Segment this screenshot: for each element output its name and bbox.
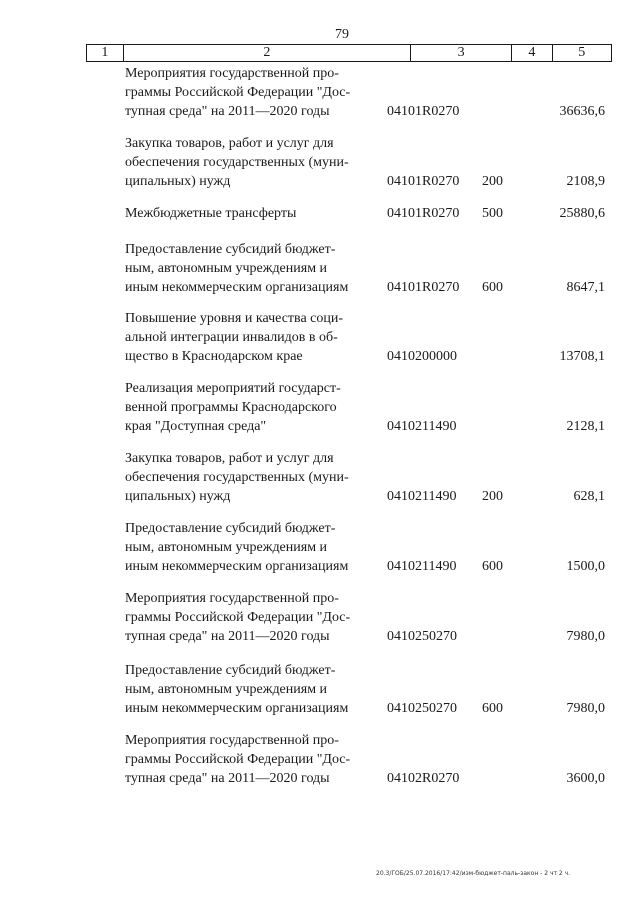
row-name xyxy=(125,64,369,121)
row-expense-type: 600 xyxy=(482,701,503,716)
row-name xyxy=(125,134,369,191)
row-amount: 13708,1 xyxy=(559,349,605,364)
row-name-line: иным некоммерческим организациям xyxy=(125,701,349,716)
row-amount: 628,1 xyxy=(573,489,605,504)
row-name-line: Мероприятия государственной про- xyxy=(125,66,339,81)
row-name-line: края "Доступная среда" xyxy=(125,419,267,434)
row-target-code: 0410211490 xyxy=(387,489,457,504)
row-amount: 8647,1 xyxy=(566,280,605,295)
row-expense-type: 500 xyxy=(482,206,503,221)
row-name xyxy=(125,204,369,223)
row-name-line: Межбюджетные трансферты xyxy=(125,206,297,221)
row-name-line: граммы Российской Федерации "Дос- xyxy=(125,752,351,767)
row-name-line: щество в Краснодарском крае xyxy=(125,349,303,364)
row-name-line: альной интеграции инвалидов в об- xyxy=(125,330,338,345)
row-target-code: 0410250270 xyxy=(387,701,457,716)
row-amount: 1500,0 xyxy=(566,559,605,574)
row-target-code: 0410200000 xyxy=(387,349,457,364)
row-target-code: 04102R0270 xyxy=(387,771,460,786)
page-number: 79 xyxy=(335,27,349,42)
row-name-line: тупная среда" на 2011—2020 годы xyxy=(125,771,330,786)
row-name-line: Закупка товаров, работ и услуг для xyxy=(125,451,334,466)
column-header-row xyxy=(87,45,612,62)
row-expense-type: 600 xyxy=(482,559,503,574)
row-target-code: 04101R0270 xyxy=(387,280,460,295)
row-name-line: иным некоммерческим организациям xyxy=(125,559,349,574)
row-name-line: обеспечения государственных (муни- xyxy=(125,470,349,485)
row-name-line: тупная среда" на 2011—2020 годы xyxy=(125,629,330,644)
row-name-line: ным, автономным учреждениям и xyxy=(125,261,328,276)
row-amount: 36636,6 xyxy=(559,104,605,119)
column-header-2: 2 xyxy=(123,45,411,62)
row-name-line: Предоставление субсидий бюджет- xyxy=(125,521,336,536)
row-name xyxy=(125,240,369,297)
row-name-line: иным некоммерческим организациям xyxy=(125,280,349,295)
row-name xyxy=(125,661,369,718)
row-name xyxy=(125,379,369,436)
row-amount: 2128,1 xyxy=(566,419,605,434)
row-target-code: 0410211490 xyxy=(387,559,457,574)
row-name xyxy=(125,449,369,506)
row-name-line: Реализация мероприятий государст- xyxy=(125,381,341,396)
row-target-code: 04101R0270 xyxy=(387,174,460,189)
row-amount: 25880,6 xyxy=(559,206,605,221)
row-name-line: ным, автономным учреждениям и xyxy=(125,540,328,555)
row-name-line: Мероприятия государственной про- xyxy=(125,591,339,606)
row-name-line: Предоставление субсидий бюджет- xyxy=(125,663,336,678)
row-name-line: Мероприятия государственной про- xyxy=(125,733,339,748)
row-expense-type: 200 xyxy=(482,489,503,504)
row-name xyxy=(125,519,369,576)
row-name xyxy=(125,731,369,788)
row-name-line: граммы Российской Федерации "Дос- xyxy=(125,85,351,100)
column-header-4: 4 xyxy=(512,45,553,62)
column-header-3: 3 xyxy=(411,45,512,62)
row-expense-type: 600 xyxy=(482,280,503,295)
row-target-code: 04101R0270 xyxy=(387,206,460,221)
row-expense-type: 200 xyxy=(482,174,503,189)
document-footer-code: 20.3/ГОБ/25.07.2016/17:42/изм-бюджет-паль-закон - 2 чт 2 ч. xyxy=(376,870,571,877)
row-target-code: 0410211490 xyxy=(387,419,457,434)
row-name-line: обеспечения государственных (муни- xyxy=(125,155,349,170)
row-name-line: ным, автономным учреждениям и xyxy=(125,682,328,697)
column-header-1: 1 xyxy=(87,45,124,62)
row-name xyxy=(125,309,369,366)
row-name-line: Предоставление субсидий бюджет- xyxy=(125,242,336,257)
row-name-line: Повышение уровня и качества соци- xyxy=(125,311,344,326)
row-name-line: ципальных) нужд xyxy=(125,174,231,189)
row-name-line: венной программы Краснодарского xyxy=(125,400,337,415)
row-amount: 7980,0 xyxy=(566,701,605,716)
row-amount: 2108,9 xyxy=(566,174,605,189)
row-name-line: тупная среда" на 2011—2020 годы xyxy=(125,104,330,119)
row-name xyxy=(125,589,369,646)
row-name-line: ципальных) нужд xyxy=(125,489,231,504)
row-target-code: 04101R0270 xyxy=(387,104,460,119)
row-name-line: граммы Российской Федерации "Дос- xyxy=(125,610,351,625)
row-amount: 3600,0 xyxy=(566,771,605,786)
row-amount: 7980,0 xyxy=(566,629,605,644)
row-name-line: Закупка товаров, работ и услуг для xyxy=(125,136,334,151)
row-target-code: 0410250270 xyxy=(387,629,457,644)
column-header-5: 5 xyxy=(552,45,611,62)
column-header-table xyxy=(86,44,612,62)
